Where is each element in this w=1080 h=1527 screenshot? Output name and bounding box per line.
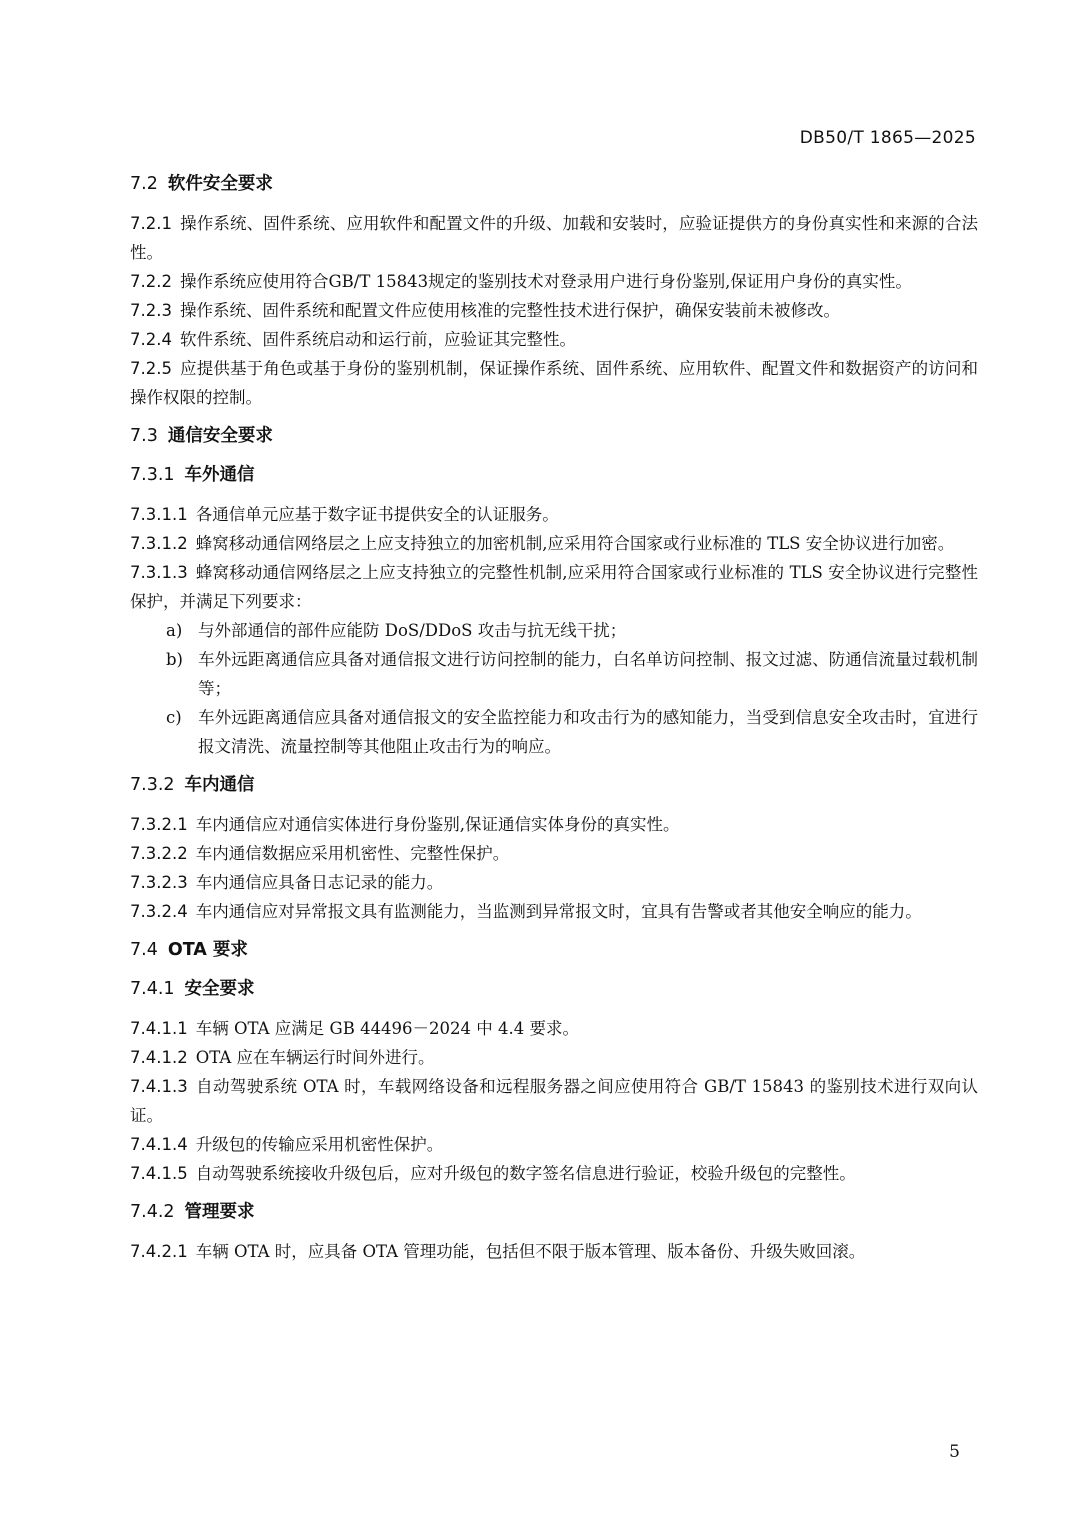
page-number: 5: [949, 1442, 960, 1462]
clause-7-4-2-1: 7.4.2.1 车辆 OTA 时，应具备 OTA 管理功能，包括但不限于版本管理、版本备份、升级失败回滚。: [130, 1242, 866, 1261]
clause-7-2-4: 7.2.4 软件系统、固件系统启动和运行前，应验证其完整性。: [130, 330, 576, 349]
section-heading-7-4-1: 7.4.1 安全要求: [130, 979, 255, 999]
list-item-c: c) 车外远距离通信应具备对通信报文的安全监控能力和攻击行为的感知能力，当受到信息安全攻击时，宜进行报文清洗、流量控制等其他阻止攻击行为的响应。: [166, 708, 978, 756]
list-item-b: b) 车外远距离通信应具备对通信报文进行访问控制的能力，白名单访问控制、报文过滤、防通信流量过载机制等；: [166, 650, 978, 698]
clause-7-3-2-3: 7.3.2.3 车内通信应具备日志记录的能力。: [130, 873, 444, 892]
clause-7-3-2-4: 7.3.2.4 车内通信应对异常报文具有监测能力，当监测到异常报文时，宜具有告警或者其他安全响应的能力。: [130, 902, 922, 921]
section-heading-7-4-2: 7.4.2 管理要求: [130, 1202, 255, 1222]
clause-7-3-1-1: 7.3.1.1 各通信单元应基于数字证书提供安全的认证服务。: [130, 505, 559, 524]
section-heading-7-2: 7.2 软件安全要求: [130, 174, 273, 194]
clause-7-2-2: 7.2.2 操作系统应使用符合GB/T 15843规定的鉴别技术对登录用户进行身份鉴别,保证用户身份的真实性。: [130, 272, 912, 291]
document-code: DB50/T 1865—2025: [799, 128, 976, 148]
list-item-a: a) 与外部通信的部件应能防 DoS/DDoS 攻击与抗无线干扰；: [166, 621, 627, 640]
clause-7-4-1-1: 7.4.1.1 车辆 OTA 应满足 GB 44496－2024 中 4.4 要求。: [130, 1019, 580, 1038]
clause-7-2-3: 7.2.3 操作系统、固件系统和配置文件应使用核准的完整性技术进行保护，确保安装前未被修改。: [130, 301, 840, 320]
clause-7-3-1-3: 7.3.1.3 蜂窝移动通信网络层之上应支持独立的完整性机制,应采用符合国家或行业标准的 TLS 安全协议进行完整性保护，并满足下列要求：: [130, 563, 978, 611]
clause-7-4-1-5: 7.4.1.5 自动驾驶系统接收升级包后，应对升级包的数字签名信息进行验证，校验升级包的完整性。: [130, 1164, 856, 1183]
clause-7-2-1: 7.2.1 操作系统、固件系统、应用软件和配置文件的升级、加载和安装时，应验证提供方的身份真实性和来源的合法性。: [130, 214, 978, 262]
section-heading-7-4: 7.4 OTA 要求: [130, 940, 248, 960]
clause-7-2-5: 7.2.5 应提供基于角色或基于身份的鉴别机制，保证操作系统、固件系统、应用软件、配置文件和数据资产的访问和操作权限的控制。: [130, 359, 978, 407]
clause-7-3-2-2: 7.3.2.2 车内通信数据应采用机密性、完整性保护。: [130, 844, 510, 863]
clause-7-3-2-1: 7.3.2.1 车内通信应对通信实体进行身份鉴别,保证通信实体身份的真实性。: [130, 815, 680, 834]
clause-7-4-1-4: 7.4.1.4 升级包的传输应采用机密性保护。: [130, 1135, 444, 1154]
clause-7-4-1-2: 7.4.1.2 OTA 应在车辆运行时间外进行。: [130, 1048, 435, 1067]
clause-7-4-1-3: 7.4.1.3 自动驾驶系统 OTA 时，车载网络设备和远程服务器之间应使用符合 GB/T 15843 的鉴别技术进行双向认证。: [130, 1077, 978, 1125]
clause-7-3-1-2: 7.3.1.2 蜂窝移动通信网络层之上应支持独立的加密机制,应采用符合国家或行业标准的 TLS 安全协议进行加密。: [130, 534, 955, 553]
section-heading-7-3: 7.3 通信安全要求: [130, 426, 273, 446]
section-heading-7-3-2: 7.3.2 车内通信: [130, 775, 255, 795]
section-heading-7-3-1: 7.3.1 车外通信: [130, 465, 255, 485]
document-body: [130, 170, 978, 1266]
